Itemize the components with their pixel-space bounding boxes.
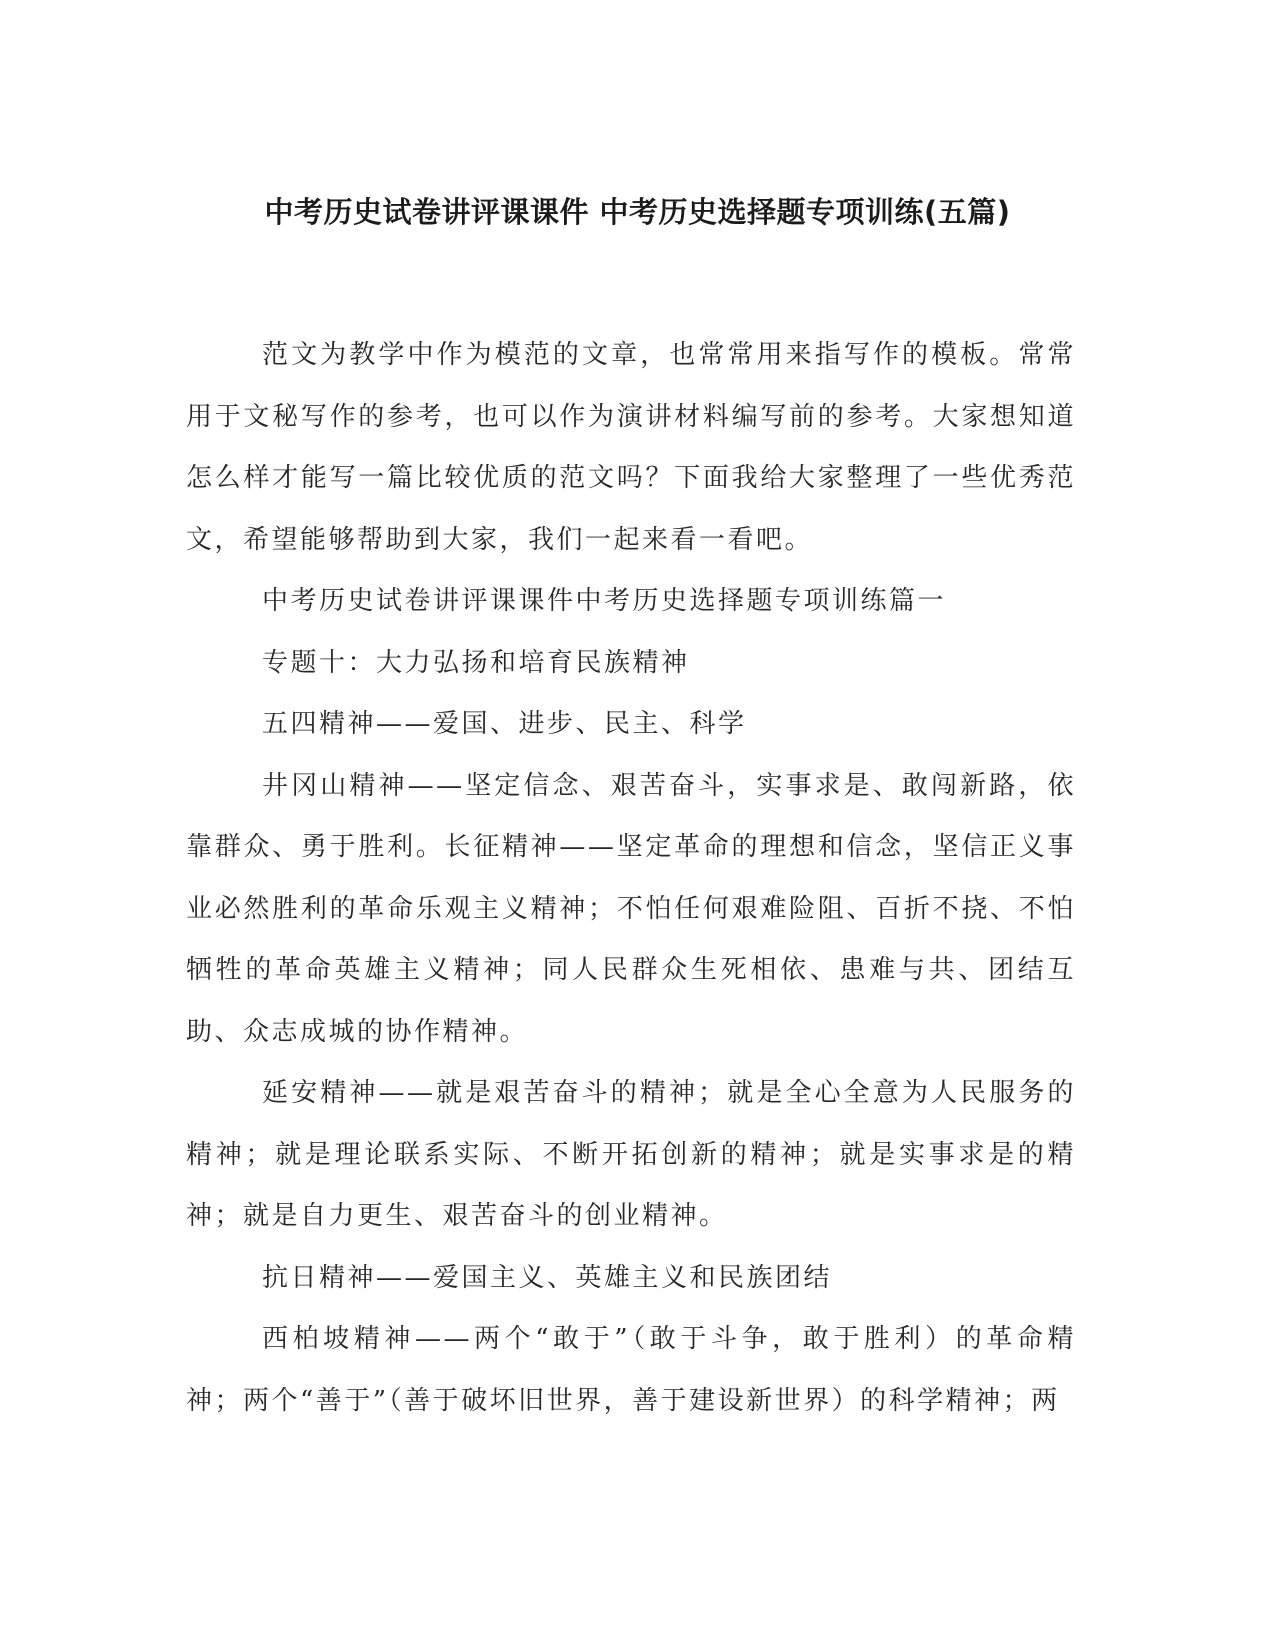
paragraph-topic: 专题十：大力弘扬和培育民族精神 xyxy=(262,647,690,678)
paragraph-jinggangshan-spirit: 井冈山精神——坚定信念、艰苦奋斗，实事求是、敢闯新路，依靠群众、勇于胜利。长征精神——坚定革命的理想和信念，坚信正义事业必然胜利的革命乐观主义精神；不怕任何艰难险阻、百折不挠、不怕牺牲的革命英雄主义精神；同人民群众生死相依、患难与共、团结互助、众志成城的协作精神。 xyxy=(186,770,1076,1047)
paragraph-intro: 范文为教学中作为模范的文章，也常常用来指写作的模板。常常用于文秘写作的参考，也可以作为演讲材料编写前的参考。大家想知道怎么样才能写一篇比较优质的范文吗？下面我给大家整理了一些优秀范文，希望能够帮助到大家，我们一起来看一看吧。 xyxy=(186,340,1076,555)
document-body xyxy=(186,325,1076,1432)
paragraph-may-fourth-spirit: 五四精神——爱国、进步、民主、科学 xyxy=(262,709,747,739)
paragraph-anti-japanese-spirit: 抗日精神——爱国主义、英雄主义和民族团结 xyxy=(262,1262,833,1293)
paragraph-xibaipo-spirit: 西柏坡精神——两个“敢于”（敢于斗争，敢于胜利）的革命精神；两个“善于”（善于破坏旧世界，善于建设新世界）的科学精神；两 xyxy=(186,1324,1076,1416)
paragraph-section-heading: 中考历史试卷讲评课课件中考历史选择题专项训练篇一 xyxy=(262,586,947,616)
paragraph-yanan-spirit: 延安精神——就是艰苦奋斗的精神；就是全心全意为人民服务的精神；就是理论联系实际、不断开拓创新的精神；就是实事求是的精神；就是自力更生、艰苦奋斗的创业精神。 xyxy=(186,1078,1076,1231)
document-title: 中考历史试卷讲评课课件 中考历史选择题专项训练(五篇) xyxy=(264,195,1011,229)
